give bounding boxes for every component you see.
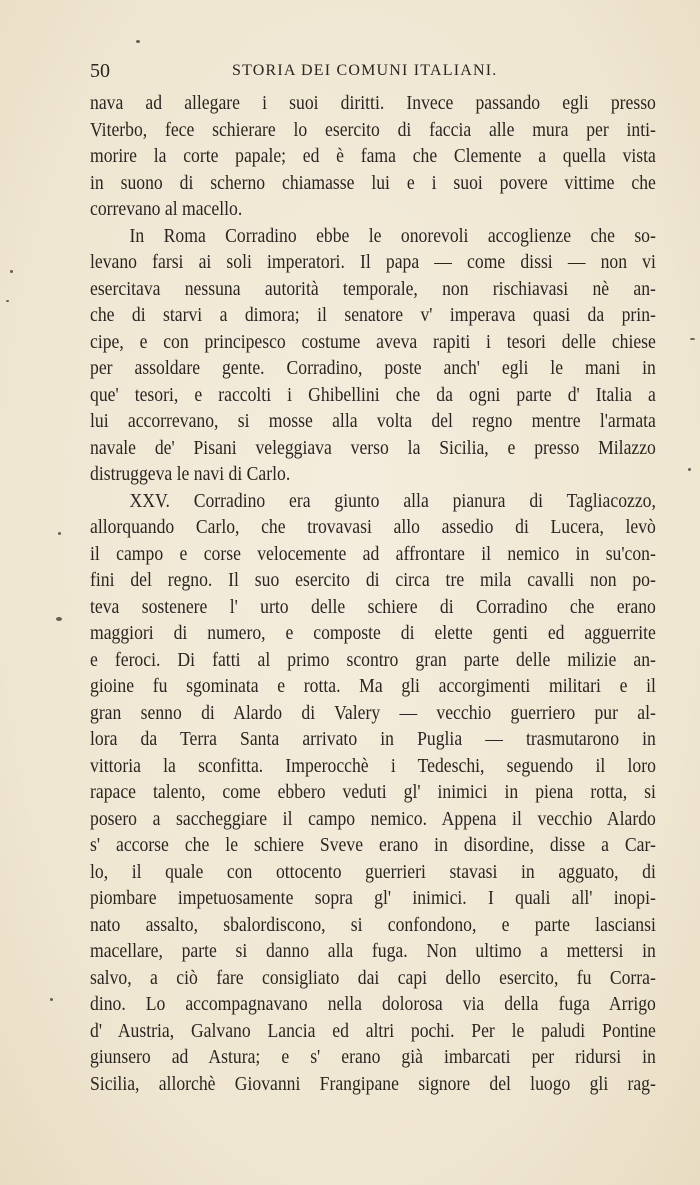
page-header [90,60,660,84]
text-line: vittoria la sconfitta. Imperocchè i Tedeschi, seguendo il loro [90,754,656,777]
text-line: morire la corte papale; ed è fama che Clemente a quella vista [90,145,656,167]
text-line: levano farsi ai soli imperatori. Il papa — come dissi — non vi [90,251,656,273]
page-number: 50 [90,60,110,82]
text-line: s' accorse che le schiere Sveve erano in disordine, disse a Car- [90,834,656,856]
text-line: maggiori di numero, e composte di elette genti ed agguerrite [90,622,656,644]
text-line: lora da Terra Santa arrivato in Puglia — trasmutarono in [90,728,656,750]
body-text [90,90,656,1097]
text-line: XXV. Corradino era giunto alla pianura di Tagliacozzo, [129,489,656,512]
text-line: gran senno di Alardo di Valery — vecchio guerriero pur al- [90,701,656,724]
text-line: cipe, e con principesco costume aveva rapiti i tesori delle chiese [90,330,656,353]
paper-speck [136,40,140,43]
text-line: lui accorrevano, si mosse alla volta del regno mentre l'armata [90,410,656,432]
paper-speck [688,468,691,471]
text-line: posero a saccheggiare il campo nemico. Appena il vecchio Alardo [90,807,656,830]
text-line: rapace talento, come ebbero veduti gl' inimici in piena rotta, si [90,781,656,803]
paper-speck [690,338,695,340]
text-line: giunsero ad Astura; e s' erano già imbarcati per ridursi in [90,1046,656,1068]
paper-speck [10,270,13,273]
text-line: che di starvi a dimora; il senatore v' imperava quasi da prin- [90,304,656,326]
text-line: que' tesori, e raccolti i Ghibellini che da ogni parte d' Italia a [90,383,656,406]
text-line: salvo, a ciò fare consigliato dai capi dello esercito, fu Corra- [90,966,656,989]
text-line: teva sostenere l' urto delle schiere di Corradino che erano [90,595,656,618]
text-line: piombare impetuosamente sopra gl' inimici. I quali all' inopi- [90,887,656,909]
running-title: STORIA DEI COMUNI ITALIANI. [232,62,498,79]
text-line: navale de' Pisani veleggiava verso la Sicilia, e presso Milazzo [90,436,656,459]
text-line: macellare, parte si danno alla fuga. Non ultimo a mettersi in [90,940,656,962]
text-line: il campo e corse velocemente ad affrontare il nemico in su'con- [90,542,656,565]
text-line: allorquando Carlo, che trovavasi allo assedio di Lucera, levò [90,516,656,538]
paper-speck [6,300,9,302]
text-line: lo, il quale con ottocento guerrieri stavasi in agguato, di [90,860,656,883]
text-line: gioine fu sgominata e rotta. Ma gli accorgimenti militari e il [90,675,656,697]
text-line: Viterbo, fece schierare lo esercito di faccia alle mura per inti- [90,118,656,141]
text-line: e feroci. Di fatti al primo scontro gran parte delle milizie an- [90,648,656,671]
text-line: correvano al macello. [90,198,243,220]
text-line: per assoldare gente. Corradino, poste anch' egli le mani in [90,357,656,379]
text-line: In Roma Corradino ebbe le onorevoli accoglienze che so- [129,224,656,247]
text-line: distruggeva le navi di Carlo. [90,463,291,485]
text-line: in suono di scherno chiamasse lui e i suoi povere vittime che [90,171,656,194]
text-line: nava ad allegare i suoi diritti. Invece passando egli presso [90,92,656,114]
text-line: Sicilia, allorchè Giovanni Frangipane signore del luogo gli rag- [90,1072,656,1095]
paper-speck [58,532,61,535]
text-line: nato assalto, sbalordiscono, si confondono, e parte lasciansi [90,913,656,936]
text-line: fini del regno. Il suo esercito di circa tre mila cavalli non po- [90,569,656,591]
text-line: dino. Lo accompagnavano nella dolorosa via della fuga Arrigo [90,993,656,1015]
text-line: d' Austria, Galvano Lancia ed altri pochi. Per le paludi Pontine [90,1019,656,1042]
paper-speck [56,617,62,621]
text-line: esercitava nessuna autorità temporale, non rischiavasi nè an- [90,277,656,300]
paper-speck [50,998,53,1001]
